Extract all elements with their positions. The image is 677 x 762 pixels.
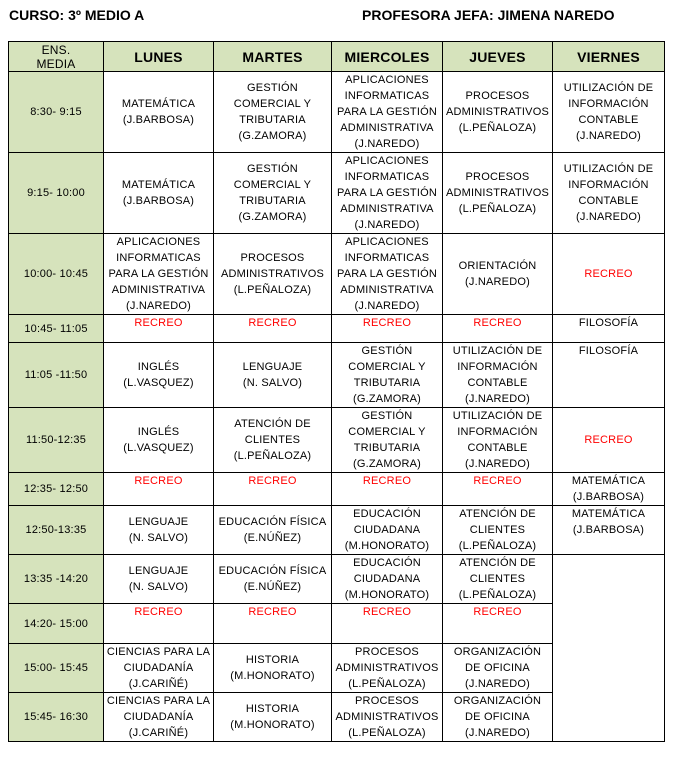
schedule-table	[8, 41, 665, 742]
class-text-line: (L.PEÑALOZA)	[458, 589, 537, 601]
class-text-line: LENGUAJE	[242, 361, 303, 373]
class-text-line: MATEMÁTICA	[121, 179, 196, 191]
class-text-line: GESTIÓN	[247, 163, 298, 175]
class-cell	[553, 153, 665, 234]
class-text-line: ADMINISTRATIVOS	[335, 711, 439, 723]
recreo-label: RECREO	[248, 317, 297, 329]
course-title: CURSO: 3º MEDIO A	[9, 7, 145, 23]
class-text-line: UTILIZACIÓN DE	[563, 163, 654, 175]
class-cell	[443, 693, 553, 742]
class-text-line: TRIBUTARIA	[239, 114, 306, 126]
time-slot: 11:50-12:35	[9, 408, 104, 473]
class-text-line: TRIBUTARIA	[239, 195, 306, 207]
recreo-cell	[553, 234, 665, 315]
class-text-line: INFORMATICAS	[344, 171, 430, 183]
day-header-jueves: JUEVES	[443, 42, 553, 72]
class-cell	[104, 506, 214, 555]
class-text-line: HISTORIA	[245, 703, 300, 715]
schedule-row	[9, 506, 665, 555]
class-text-line: CIUDADANA	[353, 573, 421, 585]
class-text-line: CONTABLE	[467, 442, 528, 454]
class-text-line: TRIBUTARIA	[353, 377, 421, 389]
class-text-line: (J.NAREDO)	[465, 678, 530, 690]
class-text-line: (E.NÚÑEZ)	[243, 581, 302, 593]
class-text-line: INGLÉS	[137, 361, 180, 373]
class-text-line: ADMINISTRATIVA	[340, 284, 434, 296]
class-text-line: (J.CARIÑÉ)	[128, 727, 189, 739]
class-cell	[104, 153, 214, 234]
class-cell	[104, 555, 214, 604]
class-text-line: GESTIÓN	[361, 410, 413, 422]
time-slot: 12:50-13:35	[9, 506, 104, 555]
class-text-line: CIUDADANÍA	[123, 662, 194, 674]
time-slot: 12:35- 12:50	[9, 473, 104, 506]
class-cell	[553, 72, 665, 153]
class-cell	[443, 555, 553, 604]
class-text-line: (M.HONORATO)	[344, 589, 430, 601]
class-text-line: COMERCIAL Y	[348, 361, 426, 373]
class-text-line: INFORMACIÓN	[568, 98, 649, 110]
recreo-cell	[332, 315, 443, 343]
class-text-line: ADMINISTRATIVA	[340, 122, 434, 134]
class-text-line: EDUCACIÓN	[353, 508, 421, 520]
empty-cell	[553, 555, 665, 742]
class-text-line: (N. SALVO)	[242, 377, 303, 389]
recreo-cell	[443, 604, 553, 644]
class-text-line: (J.NAREDO)	[354, 219, 420, 231]
class-text-line: (J.NAREDO)	[354, 138, 420, 150]
schedule-row	[9, 343, 665, 408]
class-text-line: ATENCIÓN DE	[459, 508, 536, 520]
class-text-line: EDUCACIÓN	[353, 557, 421, 569]
time-slot: 14:20- 15:00	[9, 604, 104, 644]
class-cell	[332, 555, 443, 604]
day-header-miercoles: MIERCOLES	[332, 42, 443, 72]
class-text-line: APLICACIONES	[345, 155, 429, 167]
class-cell	[104, 72, 214, 153]
recreo-cell	[443, 315, 553, 343]
class-cell	[214, 234, 332, 315]
class-text-line: CLIENTES	[469, 524, 526, 536]
recreo-label: RECREO	[362, 317, 412, 329]
class-text-line: (J.BARBOSA)	[572, 491, 645, 503]
schedule-row	[9, 315, 665, 343]
schedule-row	[9, 72, 665, 153]
time-slot: 15:45- 16:30	[9, 693, 104, 742]
recreo-label: RECREO	[473, 475, 522, 487]
class-cell	[332, 506, 443, 555]
class-cell	[443, 234, 553, 315]
class-text-line: ADMINISTRATIVOS	[445, 187, 550, 199]
day-header-martes: MARTES	[214, 42, 332, 72]
class-text-line: (L.PEÑALOZA)	[458, 540, 537, 552]
class-cell	[443, 408, 553, 473]
class-cell	[332, 234, 443, 315]
class-text-line: DE OFICINA	[465, 711, 530, 723]
class-text-line: (G.ZAMORA)	[238, 211, 307, 223]
recreo-cell	[214, 473, 332, 506]
class-cell	[332, 72, 443, 153]
class-text-line: MATEMÁTICA	[571, 508, 646, 520]
class-cell	[553, 473, 665, 506]
class-cell	[553, 343, 665, 408]
class-text-line: (J.BARBOSA)	[122, 114, 195, 126]
class-cell	[332, 153, 443, 234]
class-cell	[214, 693, 332, 742]
class-cell	[443, 343, 553, 408]
class-text-line: INFORMATICAS	[344, 90, 430, 102]
class-text-line: (M.HONORATO)	[230, 719, 315, 731]
class-text-line: (J.NAREDO)	[465, 727, 530, 739]
schedule-row	[9, 473, 665, 506]
class-text-line: INFORMATICAS	[344, 252, 430, 264]
class-text-line: APLICACIONES	[345, 74, 429, 86]
head-teacher-title: PROFESORA JEFA: JIMENA NAREDO	[362, 7, 615, 23]
class-text-line: PROCESOS	[355, 646, 419, 658]
class-text-line: DE OFICINA	[465, 662, 530, 674]
class-cell	[104, 234, 214, 315]
class-text-line: ADMINISTRATIVA	[340, 203, 434, 215]
class-text-line: LENGUAJE	[128, 516, 189, 528]
class-text-line: PROCESOS	[465, 171, 530, 183]
class-text-line: EDUCACIÓN FÍSICA	[218, 565, 327, 577]
class-text-line: INFORMATICAS	[116, 252, 201, 264]
ens-line-2: MEDIA	[36, 56, 76, 71]
class-text-line: ORGANIZACIÓN	[453, 646, 542, 658]
class-text-line: (J.BARBOSA)	[572, 524, 645, 536]
class-cell	[214, 343, 332, 408]
class-cell	[553, 506, 665, 555]
recreo-cell	[332, 604, 443, 644]
recreo-label: RECREO	[584, 434, 633, 446]
class-text-line: INFORMACIÓN	[457, 361, 538, 373]
class-text-line: GESTIÓN	[361, 345, 413, 357]
class-text-line: (L.PEÑALOZA)	[233, 450, 312, 462]
class-text-line: TRIBUTARIA	[353, 442, 421, 454]
class-text-line: CLIENTES	[469, 573, 526, 585]
class-text-line: ORIENTACIÓN	[458, 260, 537, 272]
day-header-lunes: LUNES	[104, 42, 214, 72]
class-cell	[104, 693, 214, 742]
class-text-line: PARA LA GESTIÓN	[108, 268, 209, 280]
class-text-line: (E.NÚÑEZ)	[243, 532, 302, 544]
time-slot: 13:35 -14:20	[9, 555, 104, 604]
class-text-line: (G.ZAMORA)	[353, 393, 421, 405]
class-text-line: (N. SALVO)	[128, 581, 189, 593]
recreo-label: RECREO	[248, 606, 297, 618]
class-text-line: CONTABLE	[578, 195, 639, 207]
class-text-line: LENGUAJE	[128, 565, 189, 577]
class-text-line: (N. SALVO)	[128, 532, 189, 544]
class-text-line: UTILIZACIÓN DE	[452, 345, 543, 357]
class-text-line: ORGANIZACIÓN	[453, 695, 542, 707]
class-text-line: APLICACIONES	[345, 236, 429, 248]
ens-line-1: ENS.	[41, 42, 71, 57]
class-text-line: CIENCIAS PARA LA	[106, 695, 211, 707]
time-slot: 11:05 -11:50	[9, 343, 104, 408]
recreo-cell	[104, 473, 214, 506]
class-text-line: (L.VASQUEZ)	[123, 442, 194, 454]
time-slot: 10:45- 11:05	[9, 315, 104, 343]
recreo-label: RECREO	[362, 475, 412, 487]
class-text-line: (J.NAREDO)	[126, 300, 191, 312]
class-text-line: INFORMACIÓN	[457, 426, 538, 438]
class-text-line: FILOSOFÍA	[578, 345, 639, 357]
class-cell	[214, 153, 332, 234]
recreo-label: RECREO	[473, 606, 522, 618]
header-row	[9, 42, 665, 72]
class-text-line: (J.NAREDO)	[354, 300, 420, 312]
schedule-row	[9, 408, 665, 473]
class-text-line: COMERCIAL Y	[233, 179, 312, 191]
class-cell	[553, 315, 665, 343]
class-text-line: UTILIZACIÓN DE	[563, 82, 654, 94]
class-text-line: (L.PEÑALOZA)	[348, 727, 426, 739]
time-slot: 15:00- 15:45	[9, 644, 104, 693]
class-cell	[104, 644, 214, 693]
class-text-line: HISTORIA	[245, 654, 300, 666]
class-text-line: (M.HONORATO)	[344, 540, 430, 552]
class-cell	[332, 693, 443, 742]
class-text-line: CLIENTES	[244, 434, 301, 446]
class-text-line: PROCESOS	[465, 90, 530, 102]
class-text-line: (L.PEÑALOZA)	[458, 122, 537, 134]
class-text-line: COMERCIAL Y	[233, 98, 312, 110]
recreo-cell	[553, 408, 665, 473]
class-text-line: (L.VASQUEZ)	[123, 377, 194, 389]
class-cell	[214, 408, 332, 473]
class-text-line: INGLÉS	[137, 426, 180, 438]
class-text-line: INFORMACIÓN	[568, 179, 649, 191]
class-cell	[332, 644, 443, 693]
class-text-line: (G.ZAMORA)	[238, 130, 307, 142]
class-text-line: (M.HONORATO)	[230, 670, 315, 682]
class-text-line: (J.CARIÑÉ)	[128, 678, 189, 690]
class-cell	[332, 408, 443, 473]
recreo-label: RECREO	[584, 268, 633, 280]
class-text-line: (L.PEÑALOZA)	[458, 203, 537, 215]
class-cell	[214, 644, 332, 693]
recreo-label: RECREO	[362, 606, 412, 618]
class-text-line: (L.PEÑALOZA)	[233, 284, 312, 296]
class-text-line: CIUDADANA	[353, 524, 421, 536]
class-text-line: MATEMÁTICA	[571, 475, 646, 487]
class-text-line: CONTABLE	[467, 377, 528, 389]
time-slot: 8:30- 9:15	[9, 72, 104, 153]
class-text-line: PARA LA GESTIÓN	[337, 268, 437, 280]
class-text-line: (J.NAREDO)	[465, 276, 530, 288]
recreo-label: RECREO	[473, 317, 522, 329]
class-cell	[332, 343, 443, 408]
class-text-line: ATENCIÓN DE	[459, 557, 536, 569]
day-header-viernes: VIERNES	[553, 42, 665, 72]
class-text-line: (J.NAREDO)	[465, 393, 530, 405]
time-slot: 9:15- 10:00	[9, 153, 104, 234]
class-text-line: FILOSOFÍA	[578, 317, 639, 329]
recreo-label: RECREO	[134, 606, 183, 618]
class-cell	[443, 644, 553, 693]
time-slot: 10:00- 10:45	[9, 234, 104, 315]
recreo-cell	[214, 315, 332, 343]
recreo-label: RECREO	[134, 317, 183, 329]
class-cell	[214, 506, 332, 555]
class-text-line: UTILIZACIÓN DE	[452, 410, 543, 422]
schedule-row	[9, 153, 665, 234]
schedule-row	[9, 555, 665, 604]
class-text-line: ADMINISTRATIVOS	[220, 268, 325, 280]
class-text-line: PROCESOS	[355, 695, 419, 707]
class-cell	[104, 408, 214, 473]
class-text-line: (J.NAREDO)	[576, 211, 641, 223]
class-text-line: (J.BARBOSA)	[122, 195, 195, 207]
class-text-line: PARA LA GESTIÓN	[337, 187, 437, 199]
class-cell	[214, 72, 332, 153]
class-text-line: ADMINISTRATIVOS	[445, 106, 550, 118]
class-cell	[443, 506, 553, 555]
class-text-line: ATENCIÓN DE	[234, 418, 311, 430]
ens-media-header	[9, 42, 104, 72]
class-text-line: MATEMÁTICA	[121, 98, 196, 110]
recreo-label: RECREO	[248, 475, 297, 487]
class-text-line: (J.NAREDO)	[465, 458, 530, 470]
class-text-line: CIENCIAS PARA LA	[106, 646, 211, 658]
recreo-cell	[104, 315, 214, 343]
class-text-line: CIUDADANÍA	[123, 711, 194, 723]
class-text-line: ADMINISTRATIVOS	[335, 662, 439, 674]
class-text-line: APLICACIONES	[116, 236, 201, 248]
class-cell	[443, 72, 553, 153]
recreo-cell	[332, 473, 443, 506]
class-text-line: ADMINISTRATIVA	[111, 284, 206, 296]
recreo-cell	[443, 473, 553, 506]
class-text-line: GESTIÓN	[247, 82, 298, 94]
class-cell	[214, 555, 332, 604]
class-text-line: PARA LA GESTIÓN	[337, 106, 437, 118]
class-text-line: CONTABLE	[578, 114, 639, 126]
class-text-line: (J.NAREDO)	[576, 130, 641, 142]
recreo-label: RECREO	[134, 475, 183, 487]
class-text-line: (L.PEÑALOZA)	[348, 678, 426, 690]
class-text-line: PROCESOS	[240, 252, 305, 264]
class-cell	[443, 153, 553, 234]
class-cell	[104, 343, 214, 408]
class-text-line: EDUCACIÓN FÍSICA	[218, 516, 327, 528]
schedule-row	[9, 234, 665, 315]
recreo-cell	[214, 604, 332, 644]
recreo-cell	[104, 604, 214, 644]
class-text-line: COMERCIAL Y	[348, 426, 426, 438]
class-text-line: (G.ZAMORA)	[353, 458, 421, 470]
schedule-body	[9, 72, 665, 742]
